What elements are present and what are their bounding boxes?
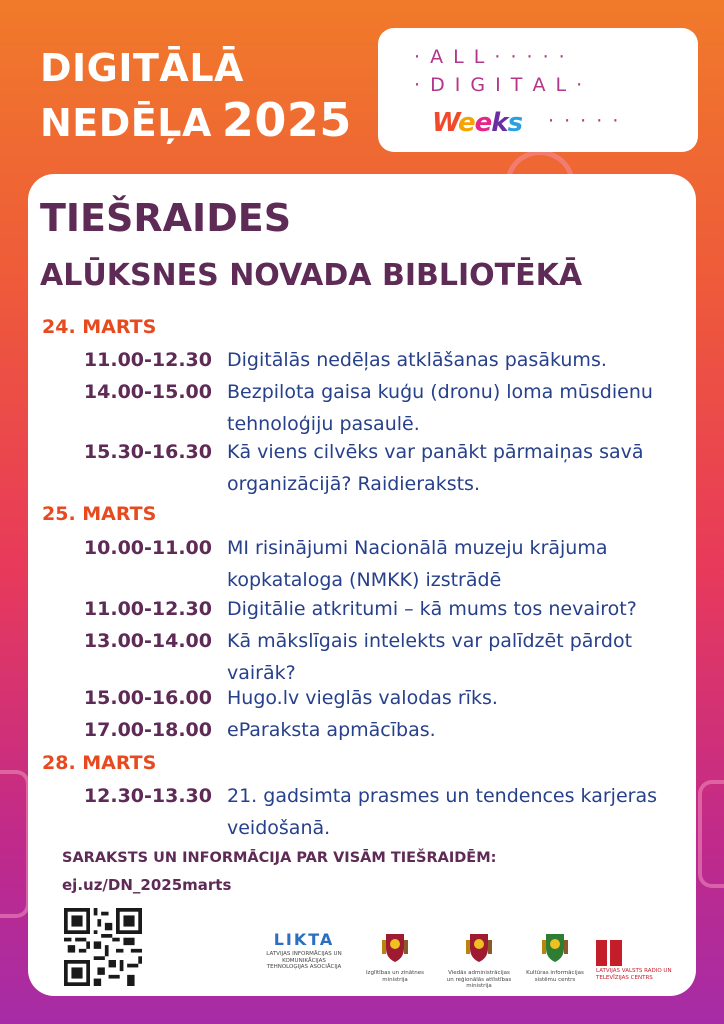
event-time: 12.30-13.30 <box>83 785 212 807</box>
lvrtc-subtitle: LATVIJAS VALSTS RADIO UN TELEVĪZIJAS CENTRS <box>596 968 672 981</box>
lvrtc-mark-icon <box>596 940 622 966</box>
event-title: 21. gadsimta prasmes un tendences karjeras veidošanā. <box>227 785 658 839</box>
coat-of-arms-icon <box>464 930 494 964</box>
decorative-right-shape <box>698 780 724 888</box>
schedule-link[interactable]: ej.uz/DN_2025marts <box>62 876 232 894</box>
event-header-title <box>40 42 352 149</box>
likta-logo <box>262 930 346 971</box>
header-title-line1: DIGITĀLĀ <box>40 46 244 90</box>
brand-weeks-word <box>432 108 522 138</box>
varam-subtitle: Viedās administrācijas un reģionālās attīstības ministrija <box>446 970 512 989</box>
event-title: Digitālās nedēļas atklāšanas pasākums. <box>227 349 607 371</box>
header-title-line2: NEDĒĻA <box>40 101 212 145</box>
likta-name: LIKTA <box>273 930 335 949</box>
event-time: 11.00-12.30 <box>83 598 212 620</box>
event-title: Digitālie atkritumi – kā mums tos nevairot? <box>227 598 637 620</box>
brand-weeks-letter: s <box>507 108 523 138</box>
event-time: 13.00-14.00 <box>83 630 212 652</box>
brand-weeks-letter: k <box>491 108 508 138</box>
event-time: 17.00-18.00 <box>83 719 212 741</box>
brand-weeks-letter: e <box>458 108 475 138</box>
day-heading: 24. MARTS <box>42 316 157 338</box>
brand-line-all: · A L L · · · · · <box>414 46 567 68</box>
event-title: Hugo.lv vieglās valodas rīks. <box>227 687 498 709</box>
event-time: 15.00-16.00 <box>83 687 212 709</box>
event-time: 14.00-15.00 <box>83 381 212 403</box>
event-title: eParaksta apmācības. <box>227 719 436 741</box>
brand-line-digital: · D I G I T A L · <box>414 74 585 96</box>
likta-subtitle: LATVIJAS INFORMĀCIJAS UN KOMUNIKĀCIJAS TEHNOLOĢIJAS ASOCIĀCIJA <box>266 951 342 970</box>
day-heading: 28. MARTS <box>42 752 157 774</box>
page-subtitle: ALŪKSNES NOVADA BIBLIOTĒKĀ <box>40 258 583 293</box>
lvrtc-logo <box>596 940 676 981</box>
page-title: TIEŠRAIDES <box>40 196 292 240</box>
event-title: Bezpilota gaisa kuģu (dronu) loma mūsdienu tehnoloģiju pasaulē. <box>227 381 653 435</box>
event-time: 10.00-11.00 <box>83 537 212 559</box>
kis-subtitle: Kultūras informācijas sistēmu centrs <box>526 970 584 983</box>
event-title: Kā viens cilvēks var panākt pārmaiņas savā organizācijā? Raidieraksts. <box>227 441 644 495</box>
brand-weeks-letter: W <box>432 108 459 138</box>
event-time: 11.00-12.30 <box>83 349 212 371</box>
izm-logo <box>362 930 428 983</box>
event-title: MI risinājumi Nacionālā muzeju krājuma kopkataloga (NMKK) izstrādē <box>227 537 608 591</box>
event-title: Kā mākslīgais intelekts var palīdzēt pārdot vairāk? <box>227 630 633 684</box>
varam-logo <box>446 930 512 990</box>
kis-logo <box>526 930 584 983</box>
izm-subtitle: Izglītības un zinātnes ministrija <box>365 970 425 983</box>
brand-line-dots: · · · · · <box>548 110 621 132</box>
decorative-left-shape <box>0 770 30 918</box>
brand-weeks-letter: e <box>474 108 492 138</box>
coat-of-arms-icon <box>540 930 570 964</box>
info-label: SARAKSTS UN INFORMĀCIJA PAR VISĀM TIEŠRAIDĒM: <box>62 850 497 866</box>
header-year: 2025 <box>221 93 352 147</box>
qr-code-icon[interactable] <box>64 908 142 986</box>
day-heading: 25. MARTS <box>42 503 157 525</box>
event-time: 15.30-16.30 <box>83 441 212 463</box>
all-digital-weeks-logo <box>378 28 698 152</box>
coat-of-arms-icon <box>380 930 410 964</box>
